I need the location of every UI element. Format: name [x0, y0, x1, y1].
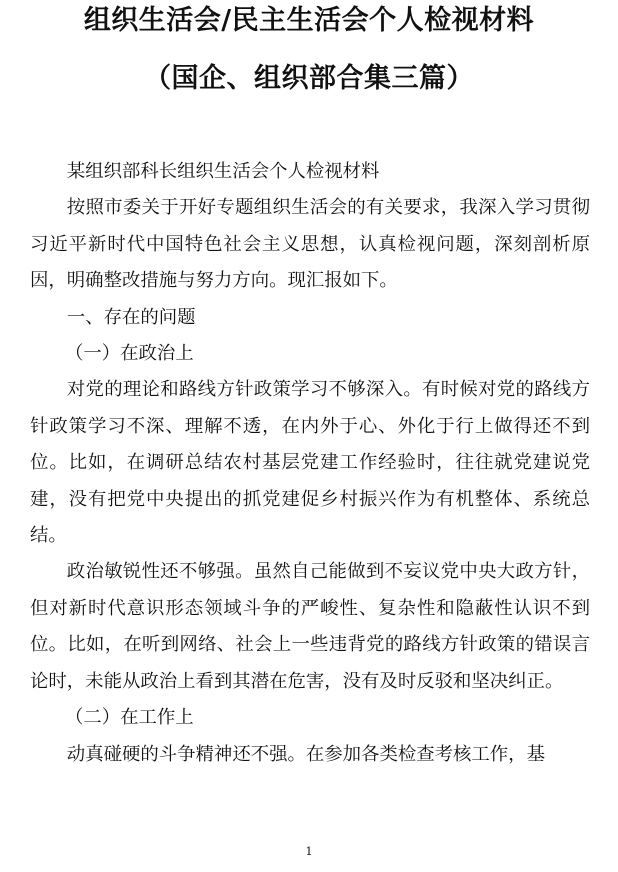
- document-subtitle: （国企、组织部合集三篇）: [144, 63, 474, 94]
- section-heading: 一、存在的问题: [66, 306, 196, 328]
- paragraph: 动真碰硬的斗争精神还不强。在参加各类检查考核工作，基: [66, 743, 545, 765]
- document-body: [30, 154, 590, 773]
- page-number: 1: [305, 845, 313, 858]
- subsection-heading: （二）在工作上: [64, 707, 194, 729]
- section-heading: 某组织部科长组织生活会个人检视材料: [66, 161, 380, 182]
- document-title: 组织生活会/民主生活会个人检视材料: [83, 5, 535, 36]
- paragraph: 对党的理论和路线方针政策学习不够深入。有时候对党的路线方针政策学习不深、理解不透，在内外于心、外化于行上做得还不到位。比如，在调研总结农村基层党建工作经验时，往往就党建说党建，没有把党中央提出的抓党建促乡村振兴作为有机整体、系统总结。: [30, 379, 590, 547]
- paragraph: 按照市委关于开好专题组织生活会的有关要求，我深入学习贯彻习近平新时代中国特色社会主义思想，认真检视问题，深刻剖析原因，明确整改措施与努力方向。现汇报如下。: [30, 197, 590, 292]
- subsection-heading: （一）在政治上: [64, 343, 194, 365]
- paragraph: 政治敏锐性还不够强。虽然自己能做到不妄议党中央大政方针，但对新时代意识形态领域斗争的严峻性、复杂性和隐蔽性认识不到位。比如，在听到网络、社会上一些违背党的路线方针政策的错误言论时，未能从政治上看到其潜在危害，没有及时反驳和坚决纠正。: [30, 561, 590, 692]
